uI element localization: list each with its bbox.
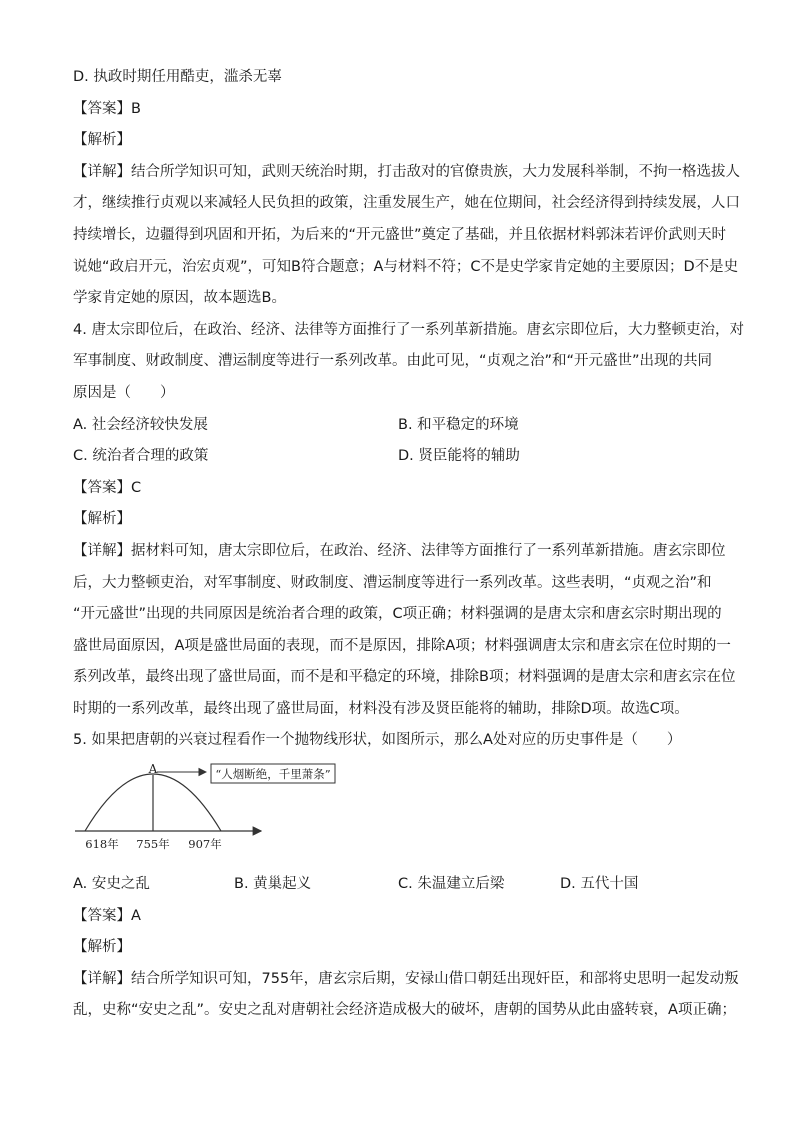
tang-dynasty-parabola-diagram [73,763,725,863]
q4-detail-line: 系列改革，最终出现了盛世局面，而不是和平稳定的环境，排除B项；材料强调的是唐太宗和唐玄宗在位 [73,669,736,686]
q4-analysis-label: 【解析】 [73,511,131,528]
q5-option-a: A. 安史之乱 [73,876,150,893]
year-end-label: 907年 [188,837,222,852]
q5-detail-line: 【详解】结合所学知识可知，755年，唐玄宗后期，安禄山借口朝廷出现奸臣，和部将史思明一起发动叛 [73,970,739,987]
q4-detail-line: 后，大力整顿吏治，对军事制度、财政制度、漕运制度等进行一系列改革。这些表明，“贞观之治”和 [73,574,712,591]
q3-detail-line: 持续增长，边疆得到巩固和开拓，为后来的“开元盛世”奠定了基础，并且依据材料郭沫若评价武则天时 [73,226,727,243]
document-page [73,62,744,1027]
q4-option-d: D. 贤臣能将的辅助 [398,448,520,465]
q5-option-d: D. 五代十国 [560,876,639,893]
q5-option-b: B. 黄巢起义 [234,876,312,893]
q3-option-d: D. 执政时期任用酷吏，滥杀无辜 [73,69,282,85]
q5-stem: 5. 如果把唐朝的兴衰过程看作一个抛物线形状，如图所示，那么A处对应的历史事件是（ ） [73,732,682,749]
q4-option-a: A. 社会经济较快发展 [73,416,208,433]
peak-label: A [148,763,158,777]
q3-detail-line: 学家肯定她的原因，故本题选B。 [73,290,286,307]
q3-detail-line: 说她“政启开元，治宏贞观”，可知B符合题意；A与材料不符；C不是史学家肯定她的主要原因；D不是史 [73,258,739,275]
q4-detail-line: “开元盛世”出现的共同原因是统治者合理的政策，C项正确；材料强调的是唐太宗和唐玄宗时期出现的 [73,606,722,623]
q3-answer: 【答案】B [73,100,141,117]
q5-options-row [73,869,725,901]
q4-options-row-2 [73,441,725,473]
q3-analysis-label: 【解析】 [73,132,131,149]
q5-analysis-label: 【解析】 [73,939,131,956]
parabola-figure [73,763,373,863]
q4-stem-line: 4. 唐太宗即位后，在政治、经济、法律等方面推行了一系列革新措施。唐玄宗即位后，大力整顿吏治，对 [73,321,744,338]
q4-detail-line: 时期的一系列改革，最终出现了盛世局面，材料没有涉及贤臣能将的辅助，排除D项。故选C项。 [73,700,689,717]
year-peak-label: 755年 [136,837,170,852]
q4-option-b: B. 和平稳定的环境 [398,416,519,433]
q4-stem [73,315,744,410]
q4-option-c: C. 统治者合理的政策 [73,448,209,465]
q4-stem-line: 军事制度、财政制度、漕运制度等进行一系列改革。由此可见，“贞观之治”和“开元盛世”出现的共同 [73,353,713,370]
q4-stem-line: 原因是（ ） [73,384,175,401]
q4-detail-line: 盛世局面原因，A项是盛世局面的表现，而不是原因，排除A项；材料强调唐太宗和唐玄宗在位时期的一 [73,637,731,654]
q5-detail-line: 乱，史称“安史之乱”。安史之乱对唐朝社会经济造成极大的破坏，唐朝的国势从此由盛转衰，A项正确； [73,1002,736,1019]
q5-option-c: C. 朱温建立后梁 [398,876,505,893]
q4-answer: 【答案】C [73,479,142,496]
q4-detail [73,536,736,726]
q3-detail-line: 【详解】结合所学知识可知，武则天统治时期，打击敌对的官僚贵族，大力发展科举制，不拘一格选拔人 [73,163,740,180]
year-start-label: 618年 [85,837,119,852]
q3-detail [73,157,740,315]
q5-detail [73,964,739,1027]
q5-answer: 【答案】A [73,907,141,924]
q4-detail-line: 【详解】据材料可知，唐太宗即位后，在政治、经济、法律等方面推行了一系列革新措施。唐玄宗即位 [73,542,726,559]
q3-detail-line: 才，继续推行贞观以来减轻人民负担的政策，注重发展生产，她在位期间，社会经济得到持续发展，人口 [73,195,740,212]
quote-text: “人烟断绝，千里萧条” [215,767,331,782]
q4-options-row-1 [73,410,725,442]
